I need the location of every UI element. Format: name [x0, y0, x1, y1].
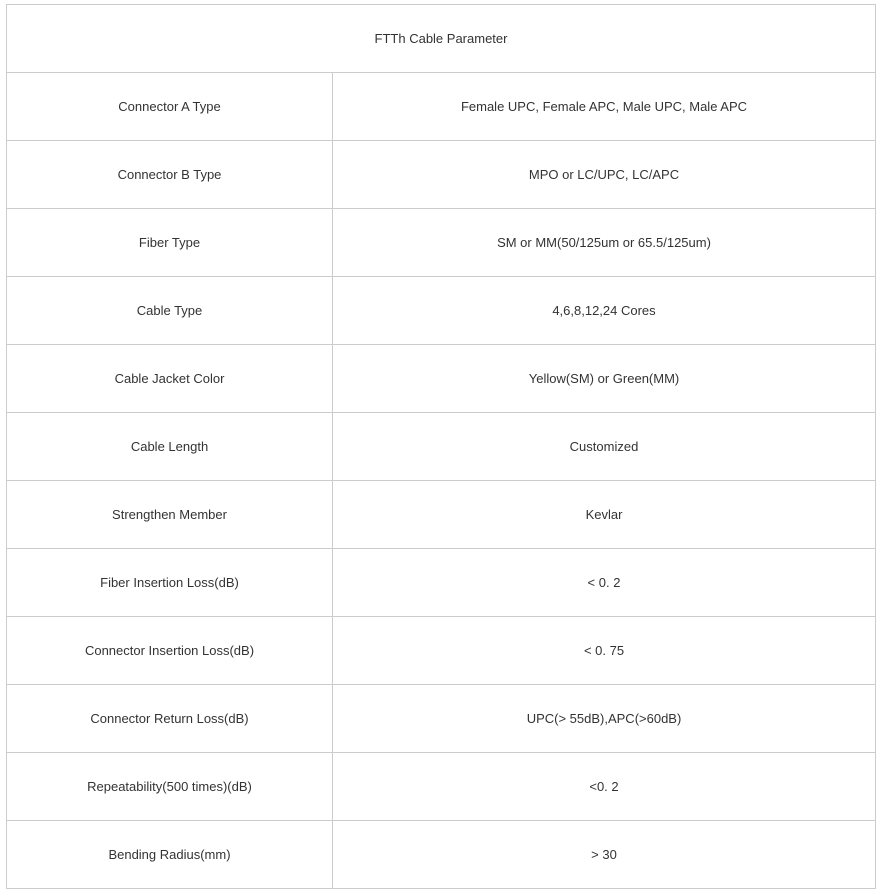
row-label: Cable Jacket Color	[7, 345, 333, 413]
row-label: Fiber Insertion Loss(dB)	[7, 549, 333, 617]
row-label: Connector B Type	[7, 141, 333, 209]
row-value: SM or MM(50/125um or 65.5/125um)	[333, 209, 876, 277]
row-label: Connector Insertion Loss(dB)	[7, 617, 333, 685]
row-value: Kevlar	[333, 481, 876, 549]
row-value: MPO or LC/UPC, LC/APC	[333, 141, 876, 209]
row-label: Cable Type	[7, 277, 333, 345]
table-row	[7, 821, 876, 889]
row-value: < 0. 2	[333, 549, 876, 617]
table-row	[7, 209, 876, 277]
table-row	[7, 549, 876, 617]
table-title: FTTh Cable Parameter	[7, 5, 876, 73]
row-value: < 0. 75	[333, 617, 876, 685]
row-value: <0. 2	[333, 753, 876, 821]
row-value: UPC(> 55dB),APC(>60dB)	[333, 685, 876, 753]
row-label: Strengthen Member	[7, 481, 333, 549]
table-row	[7, 73, 876, 141]
row-value: > 30	[333, 821, 876, 889]
table-row	[7, 345, 876, 413]
table-row	[7, 753, 876, 821]
row-value: Customized	[333, 413, 876, 481]
table-row	[7, 141, 876, 209]
row-value: Female UPC, Female APC, Male UPC, Male APC	[333, 73, 876, 141]
row-label: Connector Return Loss(dB)	[7, 685, 333, 753]
ftth-parameter-table	[6, 4, 876, 889]
table-row	[7, 277, 876, 345]
table-row	[7, 685, 876, 753]
row-label: Fiber Type	[7, 209, 333, 277]
row-label: Cable Length	[7, 413, 333, 481]
row-label: Repeatability(500 times)(dB)	[7, 753, 333, 821]
row-value: 4,6,8,12,24 Cores	[333, 277, 876, 345]
table-row	[7, 413, 876, 481]
table-title-row	[7, 5, 876, 73]
row-label: Bending Radius(mm)	[7, 821, 333, 889]
table-row	[7, 481, 876, 549]
table-row	[7, 617, 876, 685]
row-label: Connector A Type	[7, 73, 333, 141]
row-value: Yellow(SM) or Green(MM)	[333, 345, 876, 413]
